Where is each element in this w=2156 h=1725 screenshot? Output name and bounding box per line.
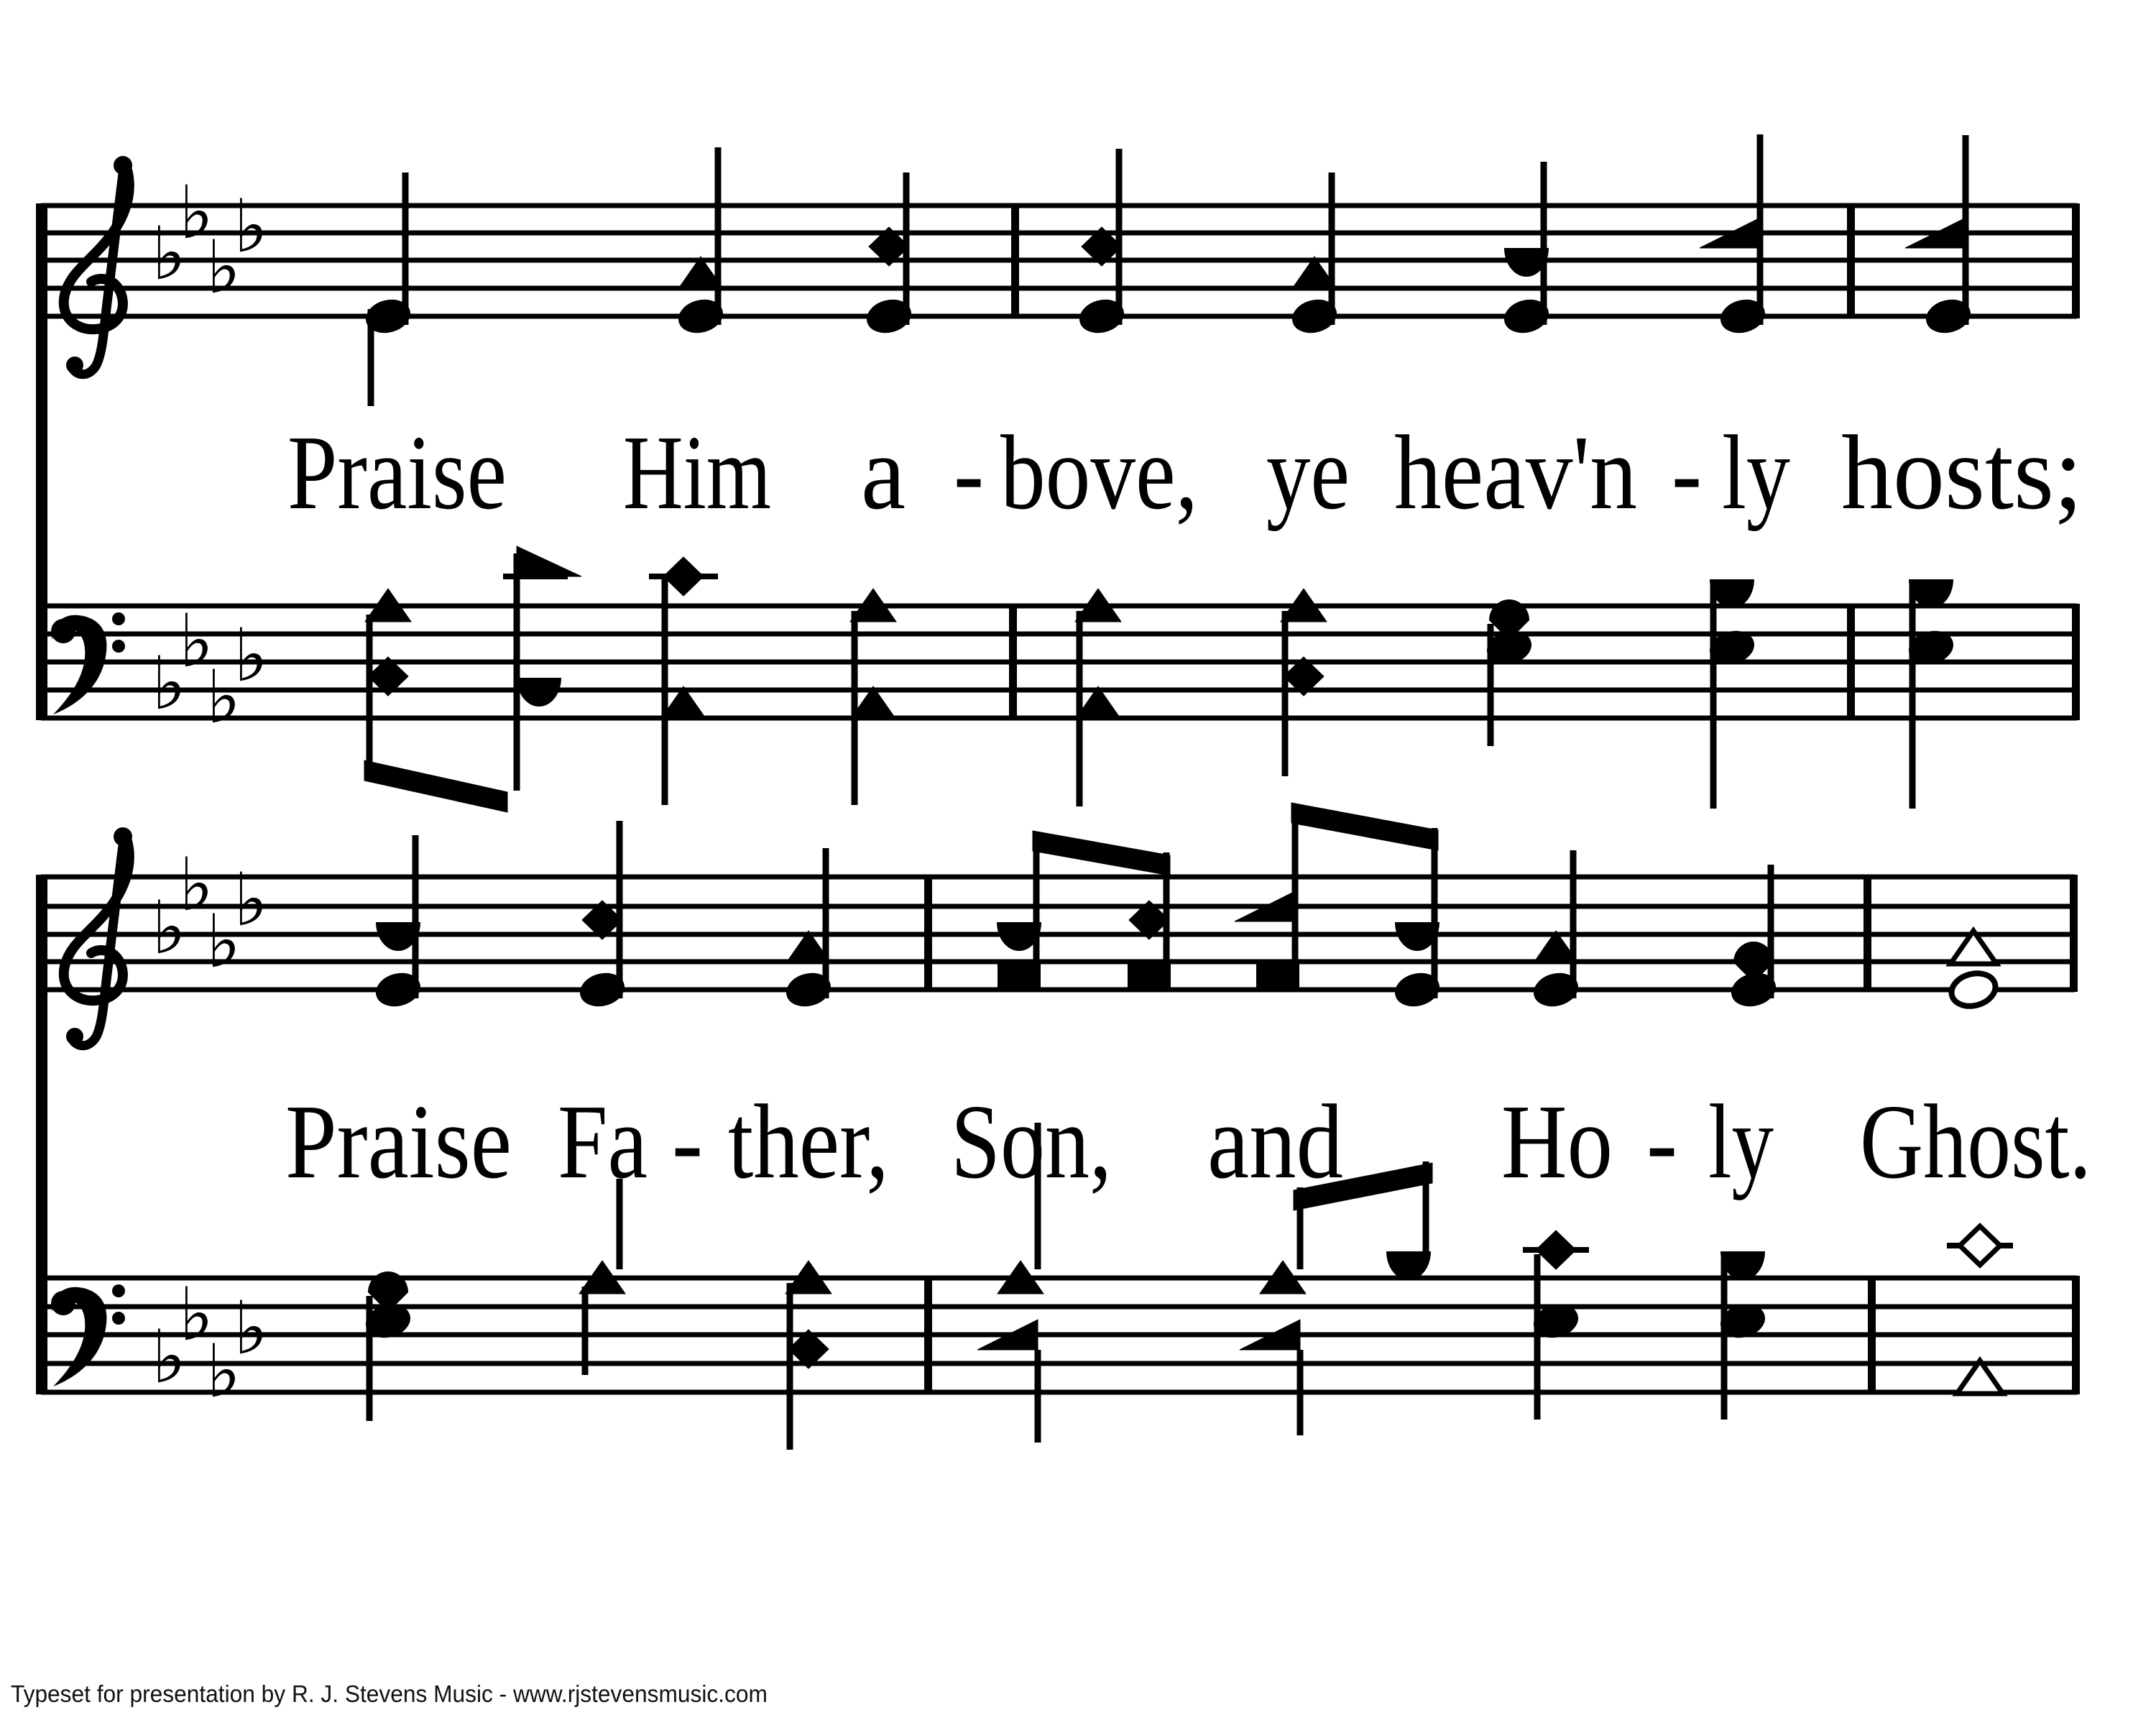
- lyric-word: Praise: [287, 414, 507, 532]
- bass-clef-icon: [112, 612, 125, 625]
- beam: [1033, 831, 1170, 875]
- lyric-word: ly: [1722, 414, 1790, 532]
- note-stem: [1116, 149, 1123, 325]
- treble-clef-icon: [114, 156, 132, 175]
- note-stem: [1534, 1254, 1541, 1420]
- note-stem: [1909, 586, 1916, 809]
- flat-sign-icon: ♭: [206, 1329, 241, 1414]
- beam: [364, 760, 507, 812]
- flat-sign-icon: ♭: [178, 170, 214, 256]
- barline: [1864, 875, 1871, 992]
- note-stem: [1541, 162, 1547, 325]
- bass-clef-icon: [51, 1291, 75, 1315]
- lyric-word: Ho: [1501, 1083, 1613, 1201]
- lyric-word: heav'n: [1394, 414, 1637, 532]
- notehead-sol-oval: [1948, 969, 1999, 1011]
- lyric-word: a: [861, 414, 906, 532]
- notehead-mi-diamond: [1960, 1226, 2000, 1265]
- treble-clef-icon: [66, 356, 83, 374]
- note-stem: [715, 147, 722, 325]
- barline: [2070, 875, 2078, 992]
- flat-sign-icon: ♭: [206, 655, 241, 740]
- flat-sign-icon: ♭: [233, 184, 269, 270]
- note-stem: [582, 1287, 589, 1375]
- bass-clef-icon: [51, 619, 75, 643]
- note-stem: [1329, 172, 1335, 325]
- treble-clef-icon: [114, 827, 132, 846]
- flat-sign-icon: ♭: [178, 599, 214, 684]
- barline: [1868, 1276, 1876, 1394]
- barline: [2072, 604, 2080, 720]
- flat-sign-icon: ♭: [206, 899, 241, 985]
- lyric-word: -: [1646, 1083, 1677, 1201]
- barline: [924, 875, 932, 992]
- note-stem: [514, 553, 520, 791]
- barline: [2072, 203, 2080, 318]
- bass-clef-icon: [112, 1312, 125, 1325]
- note-stem: [1710, 586, 1717, 809]
- lyric-word: ther,: [728, 1083, 889, 1201]
- note-stem: [1077, 611, 1083, 806]
- flat-sign-icon: ♭: [151, 1315, 187, 1400]
- lyric-word: -: [1672, 414, 1702, 532]
- notehead-la-square: [1256, 961, 1299, 990]
- typeset-credit: Typeset for presentation by R. J. Stevens Music - www.rjstevensmusic.com: [11, 1680, 768, 1707]
- notehead-fa-triangle: [517, 546, 581, 576]
- notehead-la-square: [1128, 961, 1171, 990]
- lyric-word: Him: [623, 414, 771, 532]
- lyric-word: ye: [1266, 414, 1350, 532]
- system-barline: [36, 203, 47, 720]
- lyric-word: and: [1207, 1083, 1343, 1201]
- note-stem: [617, 821, 623, 998]
- notehead-mi-diamond: [663, 557, 704, 596]
- note-stem: [367, 615, 373, 763]
- note-stem: [787, 1283, 793, 1450]
- note-stem: [1297, 1350, 1304, 1435]
- notehead-re-cup: [517, 678, 561, 707]
- notehead-la-square: [998, 961, 1041, 990]
- note-stem: [1721, 1258, 1728, 1420]
- beam: [1291, 803, 1438, 850]
- flat-sign-icon: ♭: [206, 225, 241, 310]
- barline: [1847, 203, 1855, 318]
- note-stem: [852, 611, 858, 805]
- flat-sign-icon: ♭: [151, 211, 187, 297]
- bass-clef-icon: [112, 640, 125, 653]
- note-stem: [662, 576, 668, 805]
- lyric-word: -: [672, 1083, 703, 1201]
- lyric-word: bove,: [1000, 414, 1198, 532]
- note-stem: [1432, 828, 1438, 998]
- flat-sign-icon: ♭: [151, 886, 187, 971]
- flat-sign-icon: ♭: [233, 613, 269, 699]
- barline: [1009, 604, 1017, 720]
- barline: [2072, 1276, 2080, 1394]
- flat-sign-icon: ♭: [178, 842, 214, 928]
- lyric-word: ly: [1708, 1083, 1774, 1201]
- barline: [924, 1276, 932, 1394]
- flat-sign-icon: ♭: [233, 857, 269, 943]
- notehead-mi-diamond: [1536, 1230, 1576, 1269]
- flat-sign-icon: ♭: [233, 1286, 269, 1371]
- flat-sign-icon: ♭: [178, 1272, 214, 1358]
- lyric-word: Ghost.: [1860, 1083, 2091, 1201]
- note-stem: [413, 835, 419, 998]
- lyric-word: Fa: [558, 1083, 648, 1201]
- lyric-word: -: [954, 414, 984, 532]
- note-stem: [1035, 1350, 1041, 1443]
- lyric-word: Son,: [951, 1083, 1112, 1201]
- bass-clef-icon: [112, 1284, 125, 1297]
- note-stem: [1282, 611, 1289, 776]
- lyric-word: hosts;: [1841, 414, 2083, 532]
- treble-clef-icon: [66, 1028, 83, 1045]
- barline: [1847, 604, 1855, 720]
- flat-sign-icon: ♭: [151, 641, 187, 727]
- lyric-word: Praise: [285, 1083, 512, 1201]
- system-barline: [36, 875, 47, 1394]
- note-stem: [402, 172, 409, 325]
- barline: [1011, 203, 1019, 318]
